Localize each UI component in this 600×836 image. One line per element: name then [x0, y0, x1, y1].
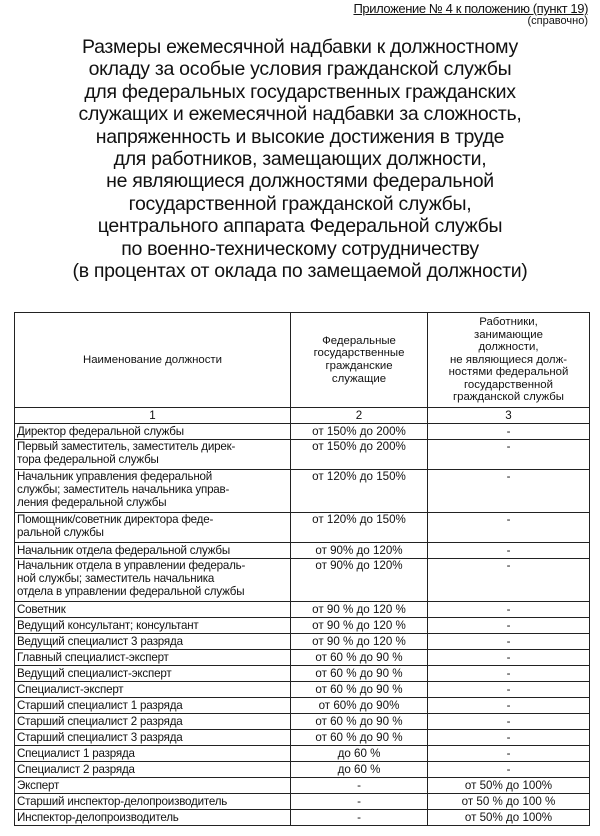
federal-allowance: от 60 % до 90 % [291, 650, 428, 666]
header-line: ностями федеральной [448, 366, 569, 379]
position-name-line: отдела в управлении федеральной службы [17, 585, 245, 598]
position-name [15, 440, 291, 470]
header-line: Работники, [479, 315, 538, 328]
position-name [15, 810, 291, 826]
reference-note: (справочно) [527, 15, 588, 27]
table-row [15, 618, 590, 634]
position-name [15, 650, 291, 666]
title-line: напряженность и высокие достижения в труде [95, 125, 505, 148]
table-row [15, 714, 590, 730]
title-line: служащих и ежемесячной надбавки за сложность, [78, 103, 522, 126]
table-header-row [15, 313, 590, 408]
position-name-line: Начальник управления федеральной [17, 470, 213, 483]
position-name-line: Первый заместитель, заместитель дирек- [17, 440, 236, 453]
table-row [15, 778, 590, 794]
position-name-line: Старший инспектор-делопроизводитель [17, 795, 228, 808]
federal-allowance: от 90% до 120% [291, 559, 428, 602]
position-name-line: Старший специалист 1 разряда [17, 699, 183, 712]
workers-allowance: - [428, 424, 590, 440]
position-name-line: Специалист-эксперт [17, 683, 124, 696]
title-line: не являющиеся должностями федеральной [106, 170, 494, 193]
position-name [15, 762, 291, 778]
header-line: гражданские [325, 360, 393, 372]
table-row [15, 698, 590, 714]
federal-allowance: от 90 % до 120 % [291, 618, 428, 634]
position-name-line: Специалист 2 разряда [17, 763, 135, 776]
workers-allowance: от 50% до 100% [428, 778, 590, 794]
workers-allowance: от 50 % до 100 % [428, 794, 590, 810]
position-name-line: Начальник отдела федеральной службы [17, 544, 230, 557]
header-federal-servants [291, 313, 428, 408]
federal-allowance: до 60 % [291, 746, 428, 762]
title-line: государственной гражданской службы, [128, 192, 472, 215]
position-name-line: Эксперт [17, 779, 60, 792]
federal-allowance: от 60 % до 90 % [291, 682, 428, 698]
column-number: 3 [428, 408, 590, 424]
workers-allowance: - [428, 513, 590, 543]
workers-allowance: - [428, 650, 590, 666]
position-name-line: Начальник отдела в управлении федераль- [17, 559, 246, 572]
federal-allowance: - [291, 794, 428, 810]
workers-allowance: - [428, 470, 590, 513]
position-name [15, 714, 291, 730]
position-name [15, 794, 291, 810]
table-row [15, 602, 590, 618]
position-name [15, 698, 291, 714]
position-name-line: Главный специалист-эксперт [17, 651, 169, 664]
table-row [15, 762, 590, 778]
table-row [15, 650, 590, 666]
federal-allowance: от 60 % до 90 % [291, 666, 428, 682]
federal-allowance: от 60 % до 90 % [291, 714, 428, 730]
header-line: государственные [313, 347, 405, 360]
position-name [15, 424, 291, 440]
title-line: для работников, замещающих должности, [113, 148, 487, 171]
appendix-reference: Приложение № 4 к положению (пункт 19) [353, 1, 588, 16]
header-line: должности, [478, 341, 539, 354]
workers-allowance: - [428, 714, 590, 730]
position-name-line: ральной службы [17, 526, 104, 539]
position-name [15, 746, 291, 762]
position-name-line: Инспектор-делопроизводитель [17, 811, 179, 824]
workers-allowance: - [428, 440, 590, 470]
table-row [15, 666, 590, 682]
position-name [15, 470, 291, 513]
title-line: Размеры ежемесячной надбавки к должностному [82, 36, 518, 58]
position-name-line: Старший специалист 3 разряда [17, 731, 183, 744]
position-name [15, 730, 291, 746]
table-row [15, 424, 590, 440]
table-row [15, 746, 590, 762]
table-row [15, 810, 590, 826]
position-name [15, 666, 291, 682]
position-name-line: Ведущий специалист 3 разряда [17, 635, 183, 648]
title-line: по военно-техническому сотрудничеству [121, 237, 479, 260]
position-name-line: службы; заместитель начальника управ- [17, 483, 230, 496]
position-name-line: Ведущий специалист-эксперт [17, 667, 172, 680]
document-title [0, 36, 600, 282]
position-name-line: тора федеральной службы [17, 453, 159, 466]
federal-allowance: от 90% до 120% [291, 543, 428, 559]
table-row [15, 682, 590, 698]
header-line: государственной [463, 378, 554, 391]
table-row [15, 513, 590, 543]
workers-allowance: - [428, 602, 590, 618]
position-name [15, 682, 291, 698]
position-name [15, 513, 291, 543]
table-row [15, 634, 590, 650]
column-number-row [15, 408, 590, 424]
workers-allowance: - [428, 682, 590, 698]
workers-allowance: - [428, 543, 590, 559]
table-row [15, 470, 590, 513]
federal-allowance: от 90 % до 120 % [291, 602, 428, 618]
workers-allowance: - [428, 698, 590, 714]
workers-allowance: - [428, 618, 590, 634]
allowance-table [14, 312, 590, 826]
position-name-line: Советник [17, 603, 66, 616]
position-name-line: Помощник/советник директора феде- [17, 513, 214, 526]
workers-allowance: - [428, 666, 590, 682]
workers-allowance: - [428, 746, 590, 762]
title-line: для федеральных государственных гражданских [84, 80, 516, 103]
workers-allowance: - [428, 559, 590, 602]
table-row [15, 730, 590, 746]
table-row [15, 440, 590, 470]
federal-allowance: от 150% до 200% [291, 424, 428, 440]
position-name [15, 634, 291, 650]
table-row [15, 794, 590, 810]
position-name-line: ления федеральной службы [17, 496, 167, 509]
title-line: центрального аппарата Федеральной службы [97, 215, 503, 238]
header-line: Федеральные [322, 334, 396, 347]
position-name-line: Директор федеральной службы [17, 425, 184, 438]
workers-allowance: от 50% до 100% [428, 810, 590, 826]
federal-allowance: от 120% до 150% [291, 513, 428, 543]
position-name [15, 543, 291, 559]
header-line: не являющиеся долж- [450, 353, 567, 366]
header-line: гражданской службы [452, 391, 564, 404]
federal-allowance: от 120% до 150% [291, 470, 428, 513]
position-name [15, 559, 291, 602]
federal-allowance: от 60% до 90% [291, 698, 428, 714]
federal-allowance: от 150% до 200% [291, 440, 428, 470]
position-name [15, 618, 291, 634]
federal-allowance: - [291, 778, 428, 794]
workers-allowance: - [428, 730, 590, 746]
position-name-line: Ведущий консультант; консультант [17, 619, 199, 632]
header-line: занимающие [474, 328, 543, 341]
position-name-line: Специалист 1 разряда [17, 747, 135, 760]
position-name-line: ной службы; заместитель начальника [17, 572, 215, 585]
workers-allowance: - [428, 762, 590, 778]
table-row [15, 559, 590, 602]
header-other-workers [428, 313, 590, 408]
header-position-name: Наименование должности [15, 313, 291, 408]
position-name [15, 602, 291, 618]
header-line: служащие [331, 372, 387, 385]
workers-allowance: - [428, 634, 590, 650]
column-number: 1 [15, 408, 291, 424]
column-number: 2 [291, 408, 428, 424]
federal-allowance: - [291, 810, 428, 826]
federal-allowance: от 90 % до 120 % [291, 634, 428, 650]
position-name-line: Старший специалист 2 разряда [17, 715, 183, 728]
federal-allowance: до 60 % [291, 762, 428, 778]
title-line: (в процентах от оклада по замещаемой должности) [72, 260, 528, 283]
title-line: окладу за особые условия гражданской службы [88, 58, 512, 81]
table-row [15, 543, 590, 559]
federal-allowance: от 60 % до 90 % [291, 730, 428, 746]
position-name [15, 778, 291, 794]
